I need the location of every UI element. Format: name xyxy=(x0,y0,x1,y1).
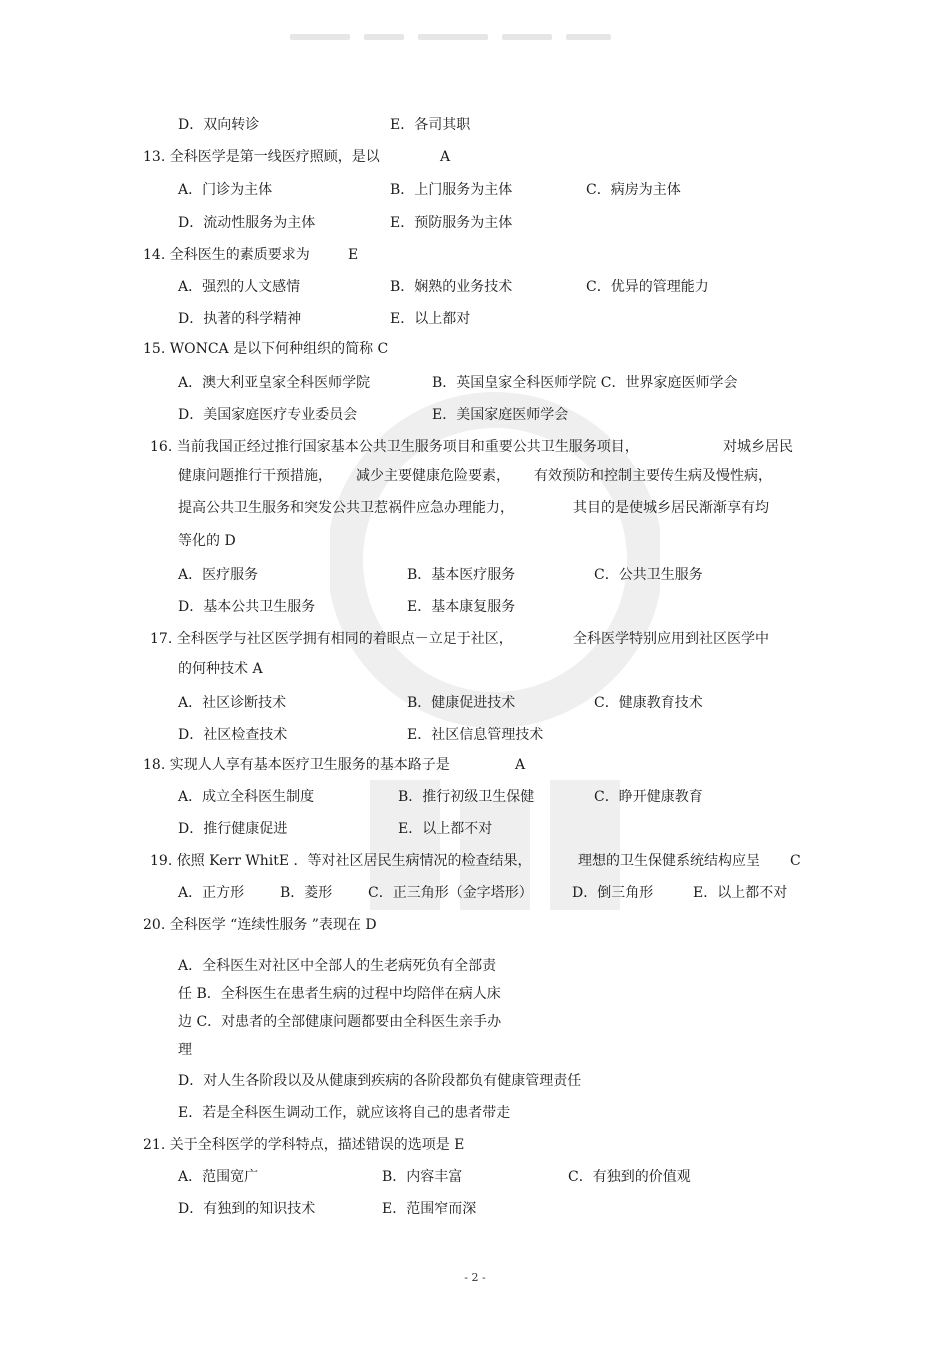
text-line: 理想的卫生保健系统结构应呈 xyxy=(578,853,760,869)
text-line: 边 C．对患者的全部健康问题都要由全科医生亲手办 xyxy=(178,1014,502,1030)
text-line: D．双向转诊 xyxy=(178,117,260,133)
text-line: 17. 全科医学与社区医学拥有相同的着眼点－立足于社区， xyxy=(150,631,513,647)
text-line: E．预防服务为主体 xyxy=(390,215,513,231)
text-line: 提高公共卫生服务和突发公共卫惹祸件应急办理能力， xyxy=(178,500,514,516)
text-line: E．以上都对 xyxy=(390,311,471,327)
text-line: E．基本康复服务 xyxy=(407,599,516,615)
text-line: A．社区诊断技术 xyxy=(178,695,287,711)
text-line: 有效预防和控制主要传生病及慢性病， xyxy=(534,468,772,484)
text-line: 其目的是使城乡居民渐渐享有均 xyxy=(573,500,769,516)
text-line: B．娴熟的业务技术 xyxy=(390,279,513,295)
text-line: C．有独到的价值观 xyxy=(568,1169,691,1185)
text-line: D．有独到的知识技术 xyxy=(178,1201,316,1217)
text-line: B．上门服务为主体 xyxy=(390,182,513,198)
text-line: D．倒三角形 xyxy=(572,885,654,901)
text-line: A．成立全科医生制度 xyxy=(178,789,315,805)
text-line: C．健康教育技术 xyxy=(594,695,703,711)
text-line: 全科医学特别应用到社区医学中 xyxy=(573,631,769,647)
text-line: C．公共卫生服务 xyxy=(594,567,703,583)
text-line: 19. 依照 Kerr WhitE ．等对社区居民生病情况的检查结果， xyxy=(150,853,532,869)
text-line: 理 xyxy=(178,1042,192,1058)
text-line: A．医疗服务 xyxy=(178,567,259,583)
page-number: - 2 - xyxy=(464,1271,486,1284)
text-line: C．病房为主体 xyxy=(586,182,681,198)
text-line: D．推行健康促进 xyxy=(178,821,288,837)
text-line: 16. 当前我国正经过推行国家基本公共卫生服务项目和重要公共卫生服务项目， xyxy=(150,439,639,455)
text-line: 等化的 D xyxy=(178,533,236,549)
text-line: C．优异的管理能力 xyxy=(586,279,709,295)
text-line: 21. 关于全科医学的学科特点，描述错误的选项是 E xyxy=(143,1137,465,1153)
text-line: 15. WONCA 是以下何种组织的简称 C xyxy=(143,341,389,357)
text-line: D．执著的科学精神 xyxy=(178,311,302,327)
text-line: A．强烈的人文感情 xyxy=(178,279,301,295)
text-line: 任 B．全科医生在患者生病的过程中均陪伴在病人床 xyxy=(178,986,501,1002)
text-line: 健康问题推行干预措施， xyxy=(178,468,332,484)
text-line: 18. 实现人人享有基本医疗卫生服务的基本路子是 xyxy=(143,757,450,773)
text-line: B．基本医疗服务 xyxy=(407,567,516,583)
text-line: E．范围窄而深 xyxy=(382,1201,477,1217)
text-line: E．若是全科医生调动工作，就应该将自己的患者带走 xyxy=(178,1105,511,1121)
text-line: 减少主要健康危险要素， xyxy=(356,468,510,484)
text-line: A．门诊为主体 xyxy=(178,182,273,198)
text-line: D．对人生各阶段以及从健康到疾病的各阶段都负有健康管理责任 xyxy=(178,1073,582,1089)
text-line: A．全科医生对社区中全部人的生老病死负有全部责 xyxy=(178,958,497,974)
text-line: D．社区检查技术 xyxy=(178,727,288,743)
text-line: D．流动性服务为主体 xyxy=(178,215,316,231)
text-line: E．社区信息管理技术 xyxy=(407,727,544,743)
text-line: A．正方形 xyxy=(178,885,245,901)
text-line: E．以上都不对 xyxy=(693,885,788,901)
text-line: 14. 全科医生的素质要求为 xyxy=(143,247,310,263)
text-line: 20. 全科医学 “连续性服务 ”表现在 D xyxy=(143,917,377,933)
text-line: E xyxy=(348,247,359,263)
text-line: C xyxy=(790,853,801,869)
text-line: D．基本公共卫生服务 xyxy=(178,599,316,615)
text-line: 的何种技术 A xyxy=(178,661,263,677)
text-line: A xyxy=(440,149,451,165)
text-line: 13. 全科医学是第一线医疗照顾，是以 xyxy=(143,149,380,165)
text-line: E．美国家庭医师学会 xyxy=(432,407,569,423)
text-line: B．内容丰富 xyxy=(382,1169,463,1185)
text-line: D．美国家庭医疗专业委员会 xyxy=(178,407,358,423)
faded-header xyxy=(290,28,690,36)
text-line: A．范围宽广 xyxy=(178,1169,259,1185)
text-line: B．菱形 xyxy=(280,885,333,901)
text-line: B．英国皇家全科医师学院 C．世界家庭医师学会 xyxy=(432,375,738,391)
text-line: C．正三角形（金字塔形） xyxy=(368,885,533,901)
text-line: A．澳大利亚皇家全科医师学院 xyxy=(178,375,371,391)
text-line: E．以上都不对 xyxy=(398,821,493,837)
text-line: C．睁开健康教育 xyxy=(594,789,703,805)
text-line: E．各司其职 xyxy=(390,117,471,133)
text-line: B．健康促进技术 xyxy=(407,695,516,711)
text-line: A xyxy=(515,757,526,773)
text-line: B．推行初级卫生保健 xyxy=(398,789,535,805)
text-line: 对城乡居民 xyxy=(723,439,793,455)
